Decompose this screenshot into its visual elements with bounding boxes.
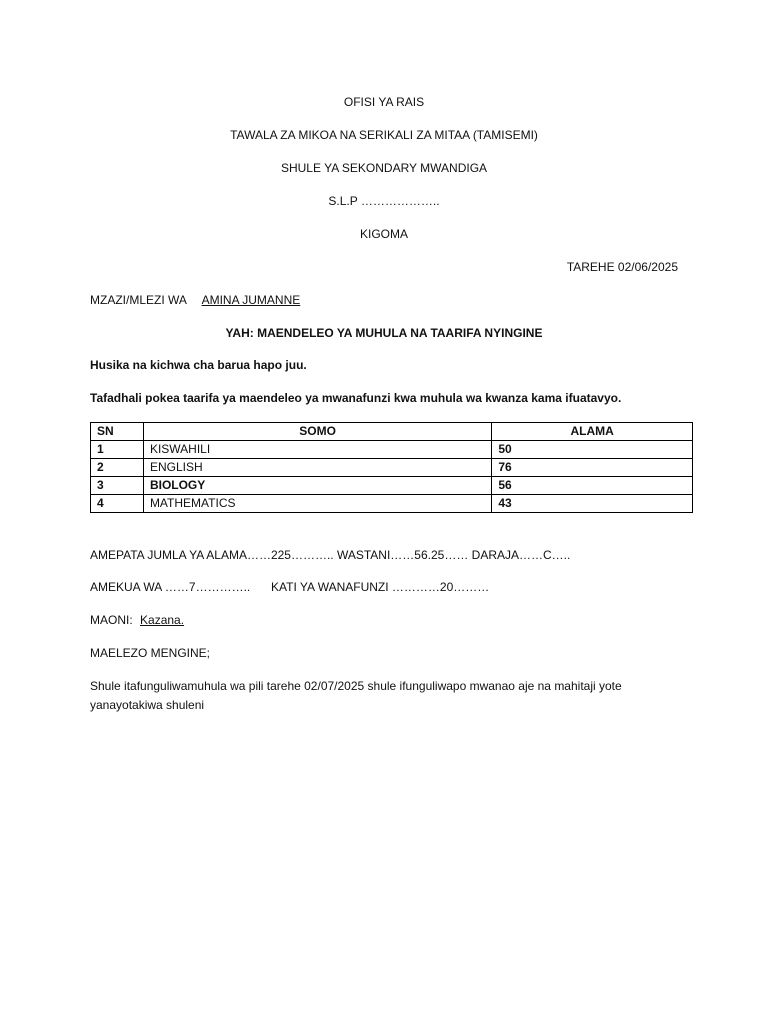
row-sn: 3: [91, 477, 144, 495]
row-somo: KISWAHILI: [143, 441, 491, 459]
table-row: [91, 495, 693, 513]
header-sn: SN: [91, 423, 144, 441]
date-line: TAREHE 02/06/2025: [566, 260, 678, 274]
header-alama: ALAMA: [492, 423, 693, 441]
comments-line: [90, 613, 184, 627]
row-sn: 2: [91, 459, 144, 477]
total-summary-line: AMEPATA JUMLA YA ALAMA……225……….. WASTANI……56.25…… DARAJA……C…..: [90, 548, 571, 562]
other-info-label: MAELEZO MENGINE;: [90, 646, 211, 660]
row-somo: MATHEMATICS: [143, 495, 491, 513]
class-size-line: KATI YA WANAFUNZI …………20………: [271, 580, 490, 594]
row-alama: 76: [492, 459, 693, 477]
intro-reference: Husika na kichwa cha barua hapo juu.: [90, 358, 307, 372]
row-alama: 56: [492, 477, 693, 495]
recipient-label: MZAZI/MLEZI WA: [90, 293, 187, 307]
row-sn: 4: [91, 495, 144, 513]
address-line: S.L.P ………………..: [328, 194, 440, 208]
row-somo: BIOLOGY: [143, 477, 491, 495]
table-row: [91, 441, 693, 459]
row-sn: 1: [91, 441, 144, 459]
position-line: AMEKUA WA ……7…………..: [90, 580, 251, 594]
recipient-line: [90, 293, 300, 307]
town-line: KIGOMA: [359, 227, 408, 241]
header-somo: SOMO: [143, 423, 491, 441]
table-row: [91, 459, 693, 477]
comments-value: Kazana.: [140, 613, 185, 627]
table-row: [91, 477, 693, 495]
school-heading: SHULE YA SEKONDARY MWANDIGA: [280, 161, 488, 175]
comments-label: MAONI:: [90, 613, 133, 627]
row-alama: 50: [492, 441, 693, 459]
closing-paragraph: Shule itafunguliwamuhula wa pili tarehe 02/07/2025 shule ifunguliwapo mwanao aje na mahitaji yote yanayotakiwa shuleni: [90, 679, 622, 712]
results-header-row: [91, 423, 693, 441]
intro-request: Tafadhali pokea taarifa ya maendeleo ya mwanafunzi kwa muhula wa kwanza kama ifuatavyo.: [90, 391, 622, 405]
office-heading: OFISI YA RAIS: [343, 95, 425, 109]
results-table: [90, 422, 693, 513]
row-somo: ENGLISH: [143, 459, 491, 477]
row-alama: 43: [492, 495, 693, 513]
subject-line: YAH: MAENDELEO YA MUHULA NA TAARIFA NYINGINE: [225, 326, 543, 340]
ministry-heading: TAWALA ZA MIKOA NA SERIKALI ZA MITAA (TAMISEMI): [230, 128, 538, 142]
student-name: AMINA JUMANNE: [201, 293, 301, 307]
